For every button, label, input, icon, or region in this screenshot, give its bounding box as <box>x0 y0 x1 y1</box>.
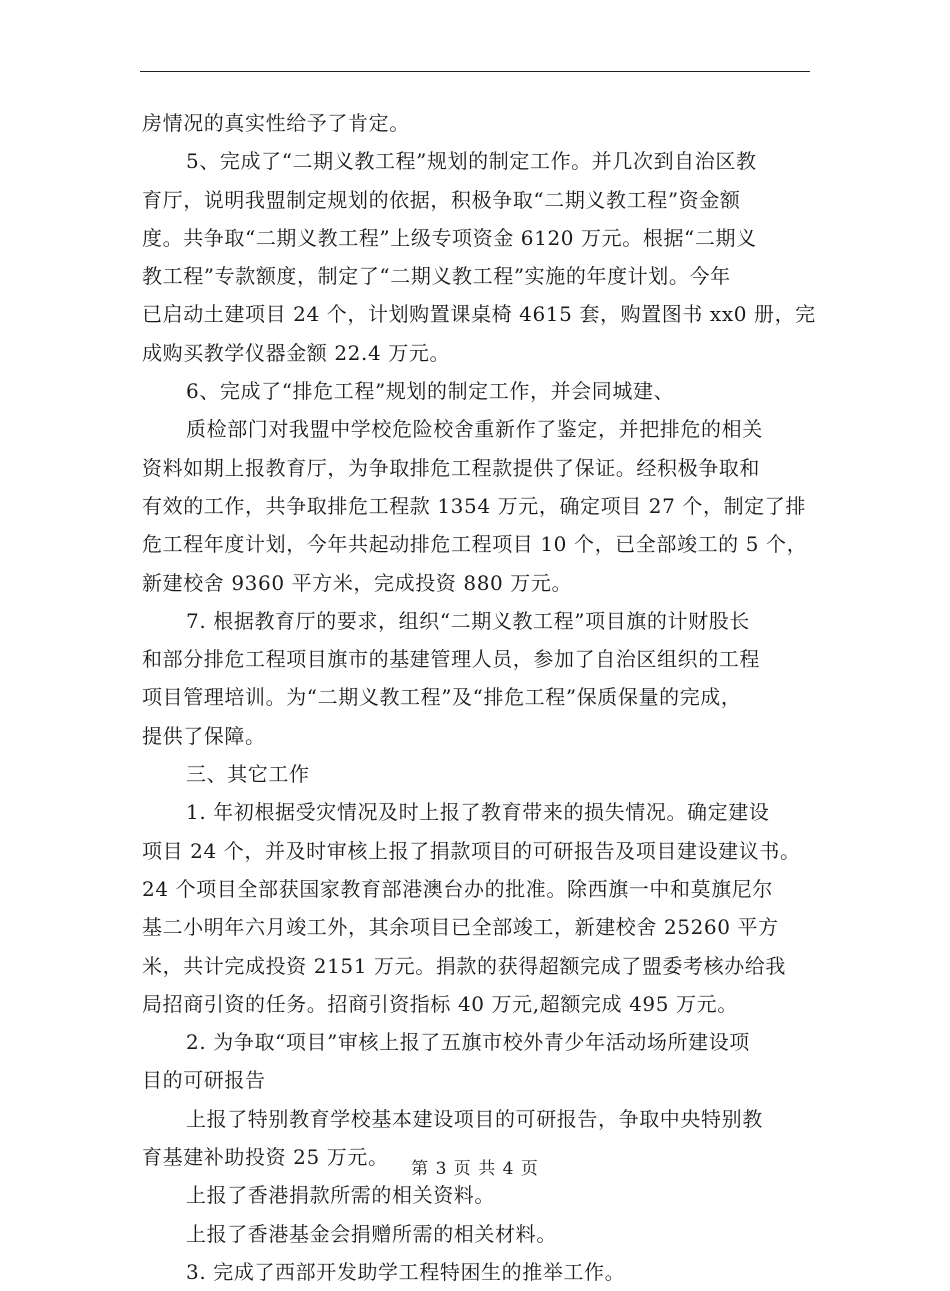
text-line: 新建校舍 9360 平方米，完成投资 880 万元。 <box>142 570 573 595</box>
text-line: 基二小明年六月竣工外，其余项目已全部竣工，新建校舍 25260 平方 <box>142 915 779 940</box>
page-footer: 第 3 页 共 4 页 <box>411 1159 539 1179</box>
text-line: 度。共争取“二期义教工程”上级专项资金 6120 万元。根据“二期义 <box>142 225 757 250</box>
text-line: 3. 完成了西部开发助学工程特困生的推举工作。 <box>186 1259 626 1284</box>
text-line: 项目 24 个，并及时审核上报了捐款项目的可研报告及项目建设建议书。 <box>142 838 801 863</box>
text-line: 上报了特别教育学校基本建设项目的可研报告，争取中央特别教 <box>186 1106 763 1131</box>
text-line: 育厅，说明我盟制定规划的依据，积极争取“二期义教工程”资金额 <box>142 187 741 212</box>
text-line: 5、完成了“二期义教工程”规划的制定工作。并几次到自治区教 <box>186 149 757 174</box>
text-line: 已启动土建项目 24 个，计划购置课桌椅 4615 套，购置图书 xx0 册，完 <box>142 302 816 327</box>
text-line: 提供了保障。 <box>142 723 266 748</box>
text-line: 局招商引资的任务。招商引资指标 40 万元,超额完成 495 万元。 <box>142 991 738 1016</box>
text-line: 2. 为争取“项目”审核上报了五旗市校外青少年活动场所建设项 <box>186 1030 750 1055</box>
text-line: 资料如期上报教育厅，为争取排危工程款提供了保证。经积极争取和 <box>142 455 760 480</box>
text-line: 24 个项目全部获国家教育部港澳台办的批准。除西旗一中和莫旗尼尔 <box>142 876 774 901</box>
text-line: 1. 年初根据受灾情况及时上报了教育带来的损失情况。确定建设 <box>186 800 770 825</box>
text-line: 上报了香港捐款所需的相关资料。 <box>186 1183 495 1208</box>
text-line: 成购买教学仪器金额 22.4 万元。 <box>142 340 451 365</box>
text-line: 质检部门对我盟中学校危险校舍重新作了鉴定，并把排危的相关 <box>186 417 763 442</box>
text-line: 危工程年度计划，今年共起动排危工程项目 10 个，已全部竣工的 5 个， <box>142 532 808 557</box>
text-line: 和部分排危工程项目旗市的基建管理人员，参加了自治区组织的工程 <box>142 647 760 672</box>
text-line: 6、完成了“排危工程”规划的制定工作，并会同城建、 <box>186 379 675 404</box>
text-line: 项目管理培训。为“二期义教工程”及“排危工程”保质保量的完成， <box>142 685 742 710</box>
text-line: 7. 根据教育厅的要求，组织“二期义教工程”项目旗的计财股长 <box>186 608 750 633</box>
text-line: 育基建补助投资 25 万元。 <box>142 1145 389 1170</box>
text-line: 米，共计完成投资 2151 万元。捐款的获得超额完成了盟委考核办给我 <box>142 953 787 978</box>
text-line: 房情况的真实性给予了肯定。 <box>142 111 410 135</box>
text-line: 有效的工作，共争取排危工程款 1354 万元，确定项目 27 个，制定了排 <box>142 493 806 518</box>
header-rule <box>140 71 810 72</box>
text-line: 上报了香港基金会捐赠所需的相关材料。 <box>186 1221 557 1246</box>
text-line: 教工程”专款额度，制定了“二期义教工程”实施的年度计划。今年 <box>142 264 731 289</box>
document-body <box>142 104 816 1291</box>
text-line: 三、其它工作 <box>186 762 310 787</box>
text-line: 目的可研报告 <box>142 1068 266 1093</box>
